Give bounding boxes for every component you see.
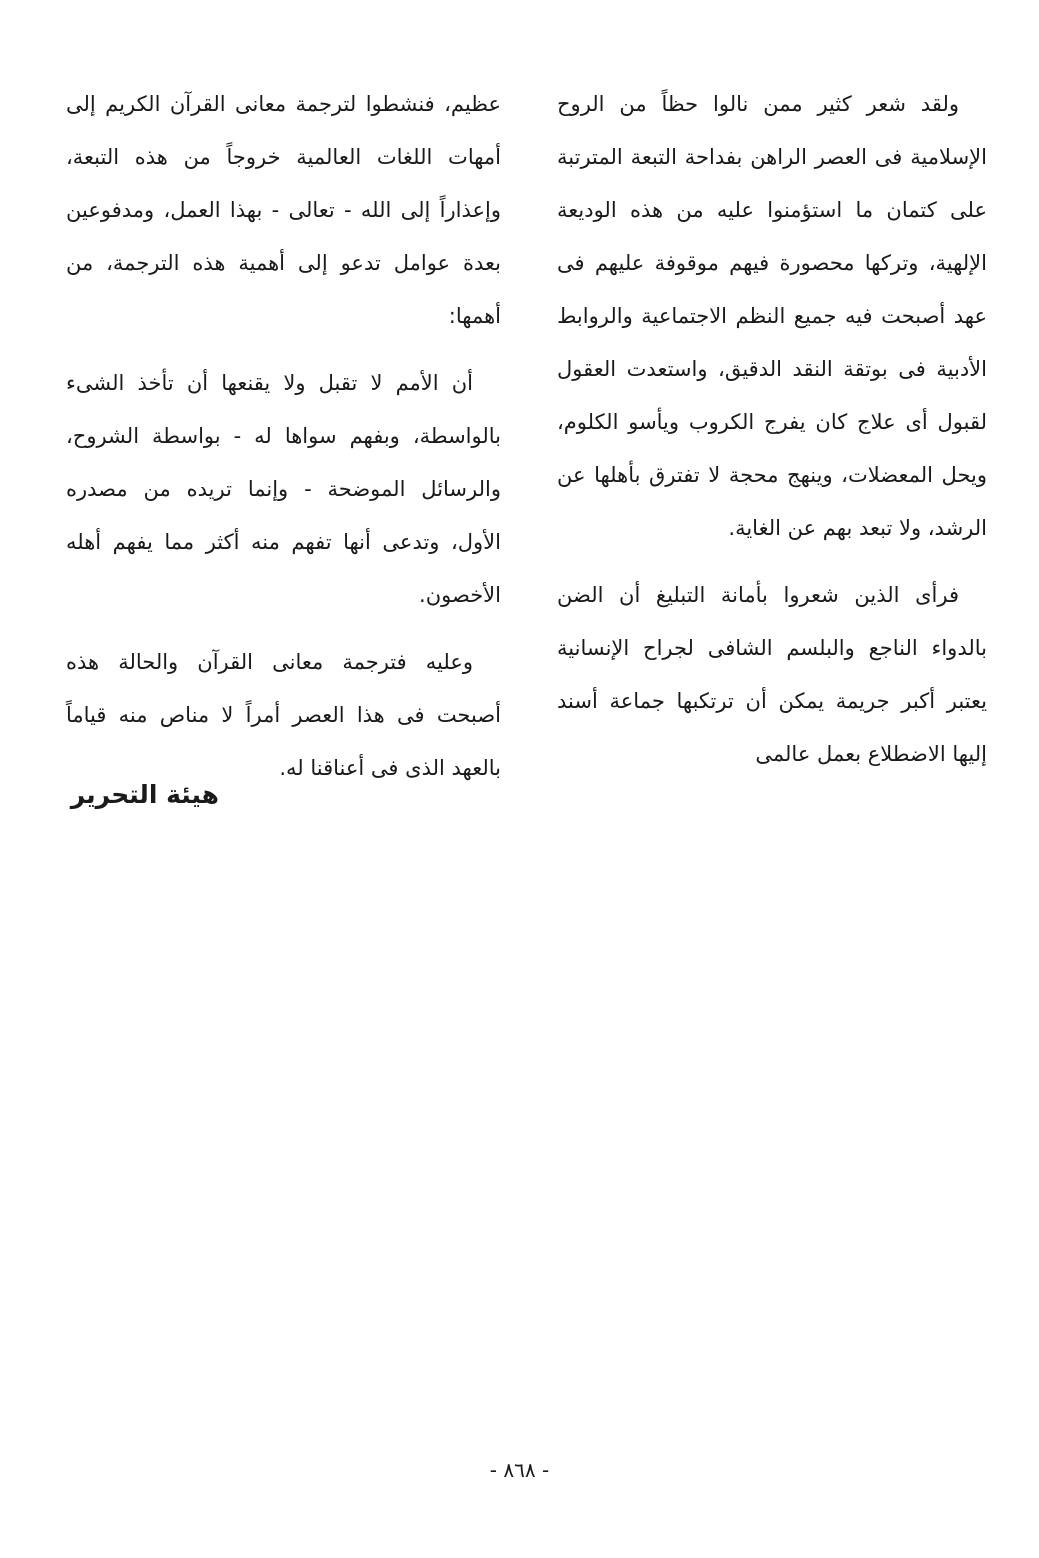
paragraph: عظيم، فنشطوا لترجمة معانى القرآن الكريم إلى أمهات اللغات العالمية خروجاً من هذه التبعة، وإعذاراً إلى الله - تعالى - بهذا العمل، ومدفوعين بعدة عوامل تدعو إلى أهمية هذه الترجمة، من أهمها: <box>66 92 501 328</box>
left-column <box>66 78 501 795</box>
signature-editorial-board: هيئة التحرير <box>70 780 219 809</box>
paragraph: أن الأمم لا تقبل ولا يقنعها أن تأخذ الشىء بالواسطة، وبفهم سواها له - بواسطة الشروح، والرسائل الموضحة - وإنما تريده من مصدره الأول، وتدعى أنها تفهم منه أكثر مما يفهم أهله الأخصون. <box>66 371 501 607</box>
paragraph: فرأى الذين شعروا بأمانة التبليغ أن الضن بالدواء الناجع والبلسم الشافى لجراح الإنسانية يعتبر أكبر جريمة يمكن أن ترتكبها جماعة أسند إليها الاضطلاع بعمل عالمى <box>557 583 987 766</box>
paragraph: وعليه فترجمة معانى القرآن والحالة هذه أصبحت فى هذا العصر أمراً لا مناص منه قياماً بالعهد الذى فى أعناقنا له. <box>66 650 501 780</box>
page-number: - ٨٦٨ - <box>489 1458 550 1482</box>
paragraph: ولقد شعر كثير ممن نالوا حظاً من الروح الإسلامية فى العصر الراهن بفداحة التبعة المترتبة على كتمان ما استؤمنوا عليه من هذه الوديعة الإلهية، وتركها محصورة فيهم موقوفة عليهم فى عهد أصبحت فيه جميع النظم الاجتماعية والروابط الأدبية فى بوتقة النقد الدقيق، واستعدت العقول لقبول أى علاج كان يفرج الكروب ويأسو الكلوم، ويحل المعضلات، وينهج محجة لا تفترق بأهلها عن الرشد، ولا تبعد بهم عن الغاية. <box>557 92 987 540</box>
right-column <box>557 78 987 781</box>
